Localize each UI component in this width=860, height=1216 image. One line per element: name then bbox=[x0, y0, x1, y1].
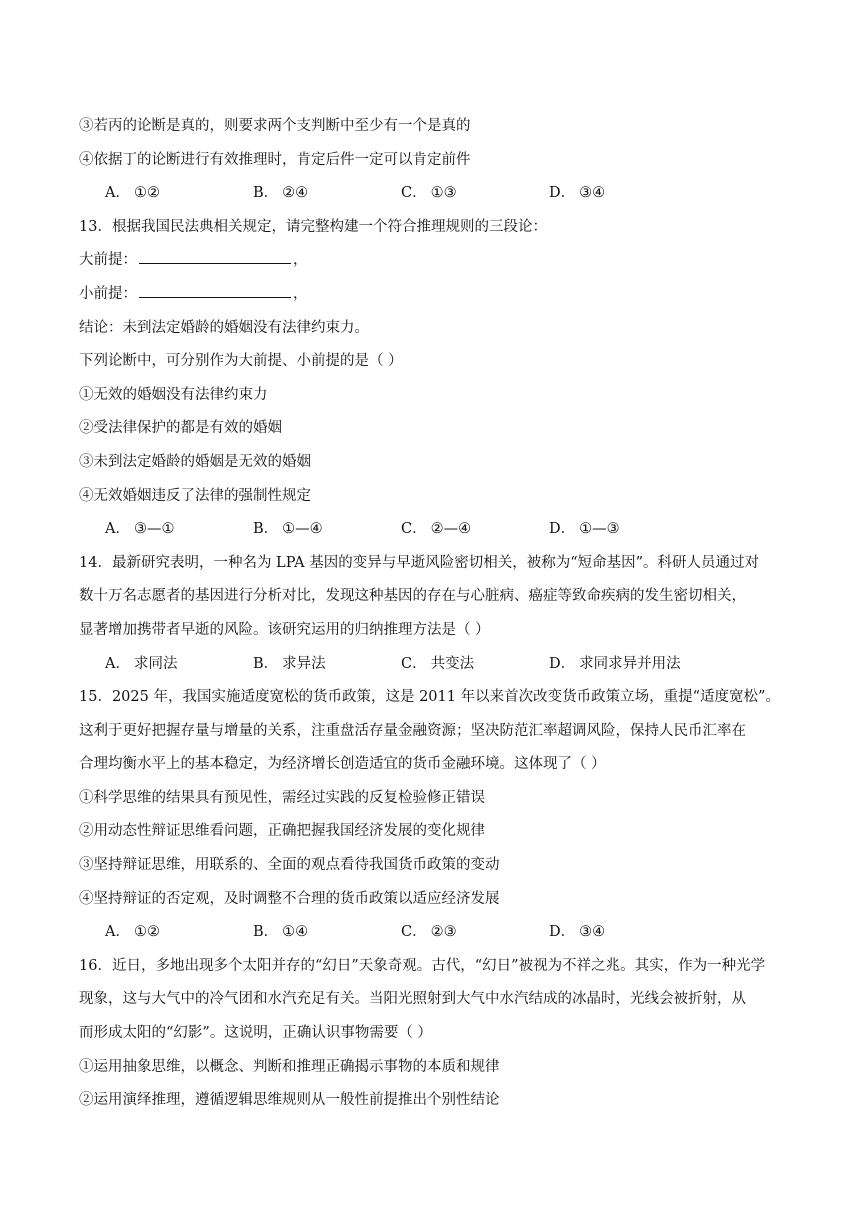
q12-option-b[interactable] bbox=[253, 177, 401, 211]
q15-option-c[interactable] bbox=[401, 916, 549, 950]
option-key: B． bbox=[253, 655, 279, 672]
option-text: ③—① bbox=[133, 521, 175, 538]
option-key: D． bbox=[549, 521, 576, 538]
q13-option-d[interactable] bbox=[549, 513, 697, 547]
option-text: ①—④ bbox=[282, 521, 323, 538]
major-premise-label: 大前提： bbox=[79, 252, 137, 269]
q14-option-b[interactable] bbox=[253, 648, 401, 682]
option-text: ③④ bbox=[579, 185, 606, 202]
q15-line-1: 15．2025 年，我国实施适度宽松的货币政策，这是 2011 年以来首次改变货币政策立场，重提“适度宽松”。 bbox=[79, 689, 780, 706]
blank-comma: ， bbox=[293, 252, 308, 269]
q14-option-d[interactable] bbox=[549, 648, 697, 682]
q15-options bbox=[79, 916, 801, 950]
page-content bbox=[79, 110, 801, 1118]
blank-comma: ， bbox=[293, 285, 308, 302]
option-key: C． bbox=[401, 655, 427, 672]
option-text: 共变法 bbox=[430, 655, 475, 672]
q13-stem: 13．根据我国民法典相关规定，请完整构建一个符合推理规则的三段论： bbox=[79, 218, 547, 235]
option-key: B． bbox=[253, 924, 279, 941]
option-key: D． bbox=[549, 924, 576, 941]
option-text: ②③ bbox=[430, 924, 457, 941]
q15-statement-1: ①科学思维的结果具有预见性，需经过实践的反复检验修正错误 bbox=[79, 789, 485, 806]
option-text: ①—③ bbox=[579, 521, 620, 538]
q13-option-a[interactable] bbox=[105, 513, 253, 547]
q14-line-3: 显著增加携带者早逝的风险。该研究运用的归纳推理方法是（ ） bbox=[79, 621, 490, 638]
q15-statement-3: ③坚持辩证思维，用联系的、全面的观点看待我国货币政策的变动 bbox=[79, 857, 500, 874]
q13-statement-3: ③未到法定婚龄的婚姻是无效的婚姻 bbox=[79, 453, 311, 470]
q16-statement-2: ②运用演绎推理，遵循逻辑思维规则从一般性前提推出个别性结论 bbox=[79, 1092, 500, 1109]
q14-line-1: 14．最新研究表明，一种名为 LPA 基因的变异与早逝风险密切相关，被称为“短命基因”。科研人员通过对 bbox=[79, 554, 760, 571]
option-text: ①② bbox=[133, 924, 160, 941]
q14-option-a[interactable] bbox=[105, 648, 253, 682]
option-text: ②④ bbox=[282, 185, 309, 202]
minor-premise-label: 小前提： bbox=[79, 285, 137, 302]
option-key: C． bbox=[401, 924, 427, 941]
q13-major-premise bbox=[79, 244, 801, 278]
option-text: 求同法 bbox=[133, 655, 178, 672]
q16-line-3: 而形成太阳的“幻影”。这说明，正确认识事物需要（ ） bbox=[79, 1025, 432, 1042]
option-text: ①③ bbox=[430, 185, 457, 202]
q12-statement-4: ④依据丁的论断进行有效推理时，肯定后件一定可以肯定前件 bbox=[79, 151, 471, 168]
q12-option-d[interactable] bbox=[549, 177, 697, 211]
q15-option-b[interactable] bbox=[253, 916, 401, 950]
q14-line-2: 数十万名志愿者的基因进行分析对比，发现这种基因的存在与心脏病、癌症等致命疾病的发生密切相关， bbox=[79, 588, 746, 605]
q15-line-3: 合理均衡水平上的基本稳定，为经济增长创造适宜的货币金融环境。这体现了（ ） bbox=[79, 756, 606, 773]
q15-statement-2: ②用动态性辩证思维看问题，正确把握我国经济发展的变化规律 bbox=[79, 823, 485, 840]
q16-line-2: 现象，这与大气中的冷气团和水汽充足有关。当阳光照射到大气中水汽结成的冰晶时，光线会被折射，从 bbox=[79, 991, 746, 1008]
q12-option-c[interactable] bbox=[401, 177, 549, 211]
q13-conclusion: 结论：未到法定婚龄的婚姻没有法律约束力。 bbox=[79, 319, 369, 336]
q13-option-c[interactable] bbox=[401, 513, 549, 547]
option-text: ①② bbox=[133, 185, 160, 202]
q15-statement-4: ④坚持辩证的否定观，及时调整不合理的货币政策以适应经济发展 bbox=[79, 890, 500, 907]
q13-ask: 下列论断中，可分别作为大前提、小前提的是（ ） bbox=[79, 353, 403, 370]
option-key: A． bbox=[105, 521, 130, 538]
q14-option-c[interactable] bbox=[401, 648, 549, 682]
q13-statement-2: ②受法律保护的都是有效的婚姻 bbox=[79, 420, 282, 437]
minor-premise-blank[interactable] bbox=[139, 281, 291, 298]
q12-option-a[interactable] bbox=[105, 177, 253, 211]
option-key: B． bbox=[253, 185, 279, 202]
option-key: B． bbox=[253, 521, 279, 538]
option-key: C． bbox=[401, 185, 427, 202]
option-text: ②—④ bbox=[430, 521, 472, 538]
q12-options bbox=[79, 177, 801, 211]
q13-option-b[interactable] bbox=[253, 513, 401, 547]
q12-statement-3: ③若丙的论断是真的，则要求两个支判断中至少有一个是真的 bbox=[79, 118, 471, 134]
option-key: D． bbox=[549, 185, 576, 202]
q13-minor-premise bbox=[79, 278, 801, 312]
option-key: A． bbox=[105, 655, 130, 672]
q13-options bbox=[79, 513, 801, 547]
q13-statement-4: ④无效婚姻违反了法律的强制性规定 bbox=[79, 487, 311, 504]
q16-statement-1: ①运用抽象思维，以概念、判断和推理正确揭示事物的本质和规律 bbox=[79, 1058, 500, 1075]
option-text: 求同求异并用法 bbox=[579, 655, 681, 672]
option-text: ①④ bbox=[282, 924, 309, 941]
option-key: D． bbox=[549, 655, 576, 672]
option-text: 求异法 bbox=[282, 655, 326, 672]
q16-line-1: 16．近日，多地出现多个太阳并存的“幻日”天象奇观。古代，“幻日”被视为不祥之兆。其实，作为一种光学 bbox=[79, 957, 766, 974]
q15-option-a[interactable] bbox=[105, 916, 253, 950]
q15-option-d[interactable] bbox=[549, 916, 697, 950]
option-key: A． bbox=[105, 924, 130, 941]
option-text: ③④ bbox=[579, 924, 606, 941]
option-key: C． bbox=[401, 521, 427, 538]
major-premise-blank[interactable] bbox=[139, 247, 291, 264]
option-key: A． bbox=[105, 185, 130, 202]
q14-options bbox=[79, 648, 801, 682]
q13-statement-1: ①无效的婚姻没有法律约束力 bbox=[79, 386, 268, 403]
q15-line-2: 这利于更好把握存量与增量的关系，注重盘活存量金融资源；坚决防范汇率超调风险，保持人民币汇率在 bbox=[79, 722, 746, 739]
